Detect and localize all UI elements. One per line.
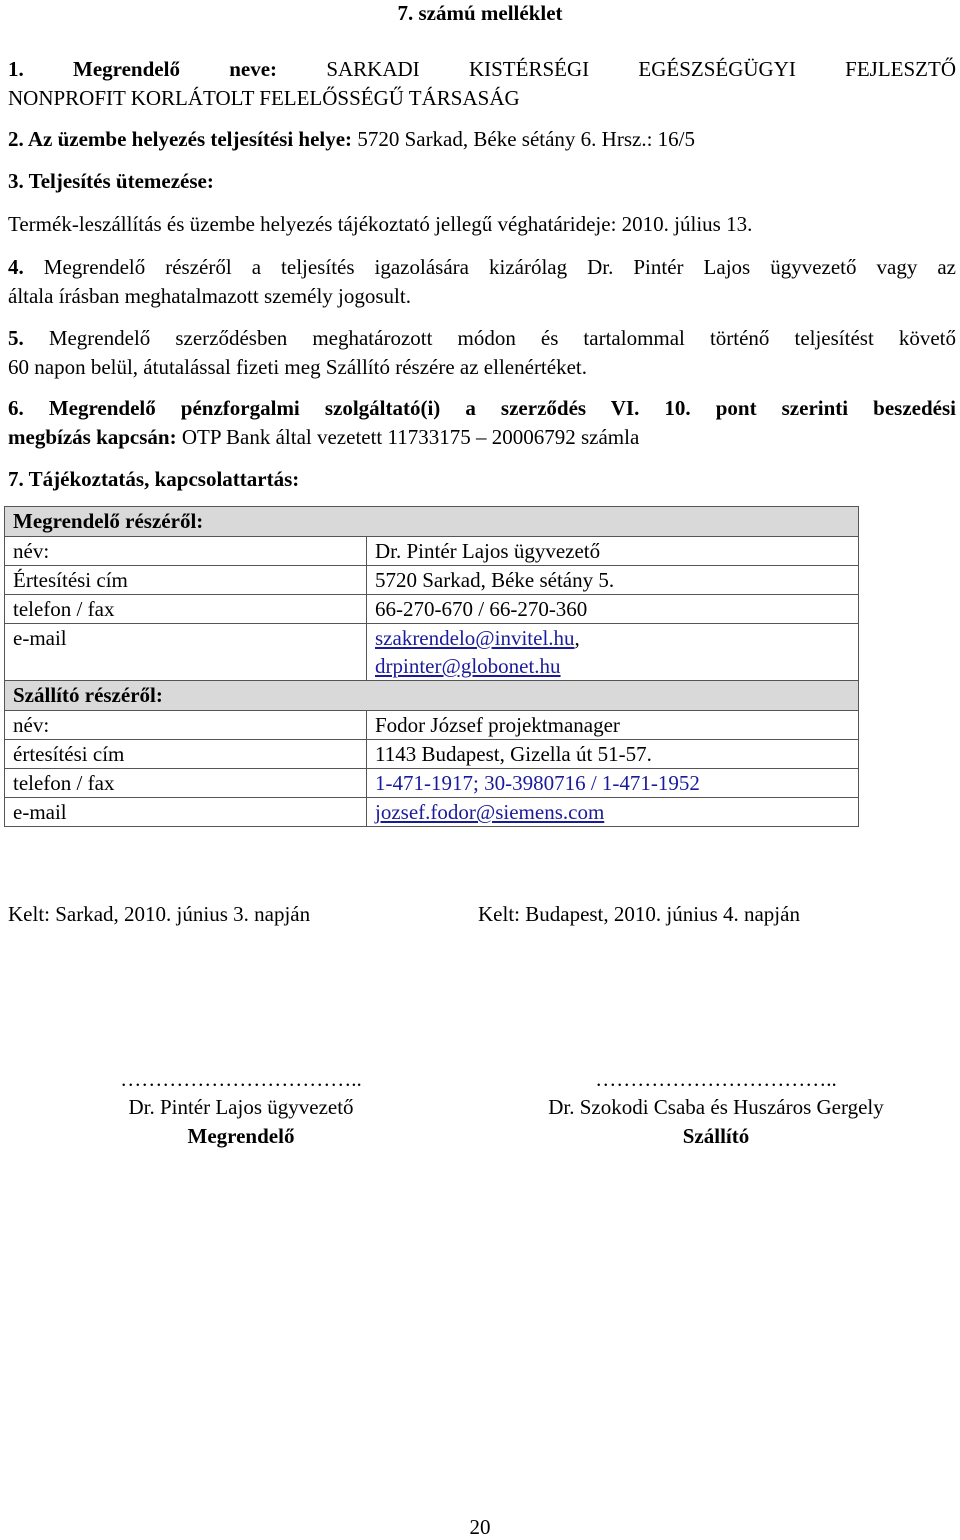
supplier-header: Szállító részéről: (5, 681, 859, 711)
supplier-email-row (5, 798, 859, 827)
supplier-name-row (5, 711, 859, 740)
buyer-phone-value: 66-270-670 / 66-270-360 (367, 595, 859, 624)
supplier-address-row (5, 740, 859, 769)
buyer-name-label: név: (5, 537, 367, 566)
bank-account: OTP Bank által vezetett 11733175 – 20006792 számla (181, 425, 640, 449)
section-3-label: 3. Teljesítés ütemezése: (8, 169, 214, 193)
section-3-text: Termék-leszállítás és üzembe helyezés tájékoztató jellegű véghatárideje: 2010. július 13. (8, 212, 753, 236)
buyer-name-line-1: SARKADI KISTÉRSÉGI EGÉSZSÉGÜGYI FEJLESZTŐ (326, 57, 956, 81)
section-7-label: 7. Tájékoztatás, kapcsolattartás: (8, 467, 300, 491)
right-signer-name: Dr. Szokodi Csaba és Huszáros Gergely (548, 1095, 884, 1119)
supplier-phone-row (5, 769, 859, 798)
buyer-email-separator: , (574, 626, 580, 650)
buyer-phone-label: telefon / fax (5, 595, 367, 624)
buyer-email-value (367, 624, 859, 681)
section-4-text-1: Megrendelő részéről a teljesítés igazolására kizárólag Dr. Pintér Lajos ügyvezető vagy az (43, 255, 957, 279)
right-date: Kelt: Budapest, 2010. június 4. napján (478, 902, 800, 926)
installation-site: 5720 Sarkad, Béke sétány 6. Hrsz.: 16/5 (357, 127, 695, 151)
section-1-line-1 (8, 56, 956, 82)
buyer-header-row (5, 507, 859, 537)
supplier-address-value: 1143 Budapest, Gizella út 51-57. (367, 740, 859, 769)
supplier-email-value (367, 798, 859, 827)
section-4-line-2: általa írásban meghatalmazott személy jogosult. (8, 284, 411, 308)
section-6-label: megbízás kapcsán: (8, 425, 177, 449)
section-1-label: 1. Megrendelő neve: (8, 57, 278, 81)
section-5-number: 5. (8, 326, 24, 350)
section-5-line-2: 60 napon belül, átutalással fizeti meg Szállító részére az ellenértéket. (8, 355, 587, 379)
section-2-label: 2. Az üzembe helyezés teljesítési helye: (8, 127, 353, 151)
supplier-phone-value: 1-471-1917; 30-3980716 / 1-471-1952 (367, 769, 859, 798)
buyer-address-label: Értesítési cím (5, 566, 367, 595)
right-signer-role: Szállító (682, 1124, 750, 1148)
section-4-line-1 (8, 254, 956, 280)
buyer-header: Megrendelő részéről: (5, 507, 859, 537)
section-5-line-1 (8, 325, 956, 351)
buyer-email-link-2[interactable]: drpinter@globonet.hu (375, 654, 561, 678)
section-4-number: 4. (8, 255, 24, 279)
left-date: Kelt: Sarkad, 2010. június 3. napján (8, 902, 311, 926)
section-2 (8, 126, 695, 152)
section-6-line-2 (8, 424, 639, 450)
supplier-email-label: e-mail (5, 798, 367, 827)
left-signature-line: …………………………….. (120, 1067, 362, 1091)
buyer-email-row (5, 624, 859, 681)
right-signature-line: …………………………….. (595, 1067, 837, 1091)
buyer-phone-row (5, 595, 859, 624)
supplier-name-label: név: (5, 711, 367, 740)
page-number: 20 (469, 1515, 491, 1539)
buyer-name-row (5, 537, 859, 566)
supplier-header-row (5, 681, 859, 711)
buyer-email-link-1[interactable]: szakrendelo@invitel.hu (375, 626, 575, 650)
supplier-address-label: értesítési cím (5, 740, 367, 769)
supplier-name-value: Fodor József projektmanager (367, 711, 859, 740)
buyer-name-value: Dr. Pintér Lajos ügyvezető (367, 537, 859, 566)
section-5-text-1: Megrendelő szerződésben meghatározott módon és tartalommal történő teljesítést követő (48, 326, 957, 350)
left-signer-role: Megrendelő (187, 1124, 295, 1148)
supplier-phone-label: telefon / fax (5, 769, 367, 798)
buyer-email-label: e-mail (5, 624, 367, 681)
section-6-line-1: 6. Megrendelő pénzforgalmi szolgáltató(i) a szerződés VI. 10. pont szerinti beszedési (8, 396, 956, 420)
supplier-email-link[interactable]: jozsef.fodor@siemens.com (375, 800, 605, 824)
buyer-name-line-2: NONPROFIT KORLÁTOLT FELELŐSSÉGŰ TÁRSASÁG (8, 86, 520, 110)
buyer-address-row (5, 566, 859, 595)
buyer-address-value: 5720 Sarkad, Béke sétány 5. (367, 566, 859, 595)
annex-title: 7. számú melléklet (397, 1, 563, 25)
contact-table (4, 506, 859, 827)
left-signer-name: Dr. Pintér Lajos ügyvezető (128, 1095, 354, 1119)
